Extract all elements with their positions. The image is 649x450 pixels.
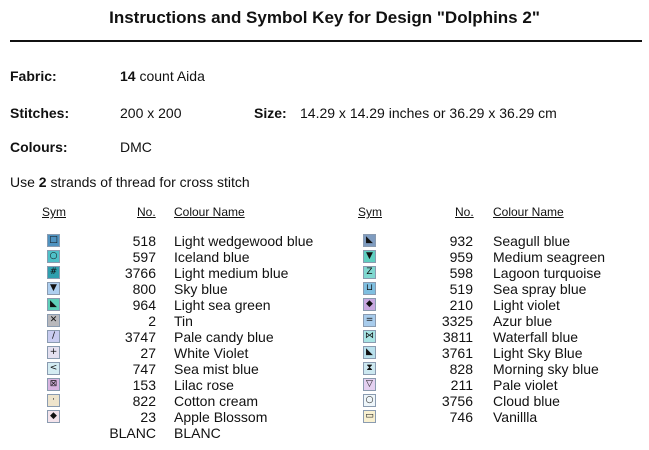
dmc-number: 964 [132,297,156,313]
corner-l-icon-symbol-icon: ◣ [363,234,376,247]
dmc-number: 519 [449,281,473,297]
plus-icon-symbol-icon: + [47,346,60,359]
colour-name: Sky blue [174,281,228,297]
dmc-number: 3811 [442,329,473,345]
colour-name: Cotton cream [174,393,259,409]
dmc-number: 211 [450,377,473,393]
dmc-number: 210 [449,297,473,313]
colour-name: Lilac rose [174,377,234,393]
key-row [0,233,649,249]
key-row [0,281,649,297]
strand-count: 2 [38,174,47,190]
dmc-number: 3756 [441,393,473,409]
colour-name: BLANC [174,425,221,441]
equals-icon-symbol-icon: = [363,314,376,327]
diamond-icon-symbol-icon: ◆ [363,298,376,311]
triangle-down-outline-symbol-icon: ▽ [363,378,376,391]
dmc-number: 23 [140,409,156,425]
boxed-z-icon-symbol-icon: ⊠ [47,378,60,391]
size-value: 14.29 x 14.29 inches or 36.29 x 36.29 cm [300,105,557,121]
stitches-label: Stitches: [10,105,70,121]
hash-icon-symbol-icon: # [47,266,60,279]
colour-name: Pale violet [493,377,558,393]
z-icon-symbol-icon: Z [363,266,376,279]
key-row [0,329,649,345]
dmc-number: 27 [140,345,156,361]
right-no-header: No. [455,205,474,219]
instructions-suffix: strands of thread for cross stitch [46,174,250,190]
colour-name: Iceland blue [174,249,250,265]
dmc-number: 153 [132,377,156,393]
key-row [0,393,649,409]
dmc-number: 3761 [441,345,473,361]
dmc-number: 800 [132,281,156,297]
instructions-prefix: Use [10,174,39,190]
colour-name: Light violet [493,297,560,313]
key-row [0,249,649,265]
colour-name: Light Sky Blue [493,345,583,361]
dmc-number: 828 [449,361,473,377]
colour-name: White Violet [174,345,249,361]
colour-name: Light sea green [174,297,271,313]
dmc-number: 747 [132,361,156,377]
triangle-down-symbol-icon: ▼ [47,282,60,295]
key-row [0,409,649,425]
colour-name: Pale candy blue [174,329,274,345]
key-row [0,425,649,441]
fabric-value [120,68,205,84]
triangle-corner-symbol-icon: ◣ [47,298,60,311]
colour-name: Cloud blue [493,393,560,409]
dmc-number: 518 [132,233,156,249]
dmc-number: BLANC [109,425,156,441]
colour-name: Waterfall blue [493,329,579,345]
left-name-header: Colour Name [174,205,245,219]
colour-name: Tin [174,313,193,329]
colour-name: Lagoon turquoise [493,265,602,281]
hourglass-icon-symbol-icon: ⧗ [363,362,376,375]
fabric-label: Fabric: [10,68,57,84]
colour-name: Light wedgewood blue [174,233,314,249]
size-label: Size: [254,105,287,121]
left-no-header: No. [137,205,156,219]
thread-instructions [10,174,250,190]
square-outline-symbol-icon: □ [47,234,60,247]
key-row [0,361,649,377]
right-sym-header: Sym [358,205,382,219]
page-title: Instructions and Symbol Key for Design "Dolphins 2" [109,8,540,27]
colours-label: Colours: [10,139,68,155]
dmc-number: 822 [132,393,156,409]
bowtie-icon-symbol-icon: ⋈ [365,331,374,341]
key-row [0,345,649,361]
fabric-type: count Aida [135,68,205,84]
right-name-header: Colour Name [493,205,564,219]
dmc-number: 959 [449,249,473,265]
dmc-number: 2 [148,313,156,329]
dmc-number: 3325 [441,313,473,329]
colour-name: Seagull blue [493,233,571,249]
colour-name: Medium seagreen [493,249,606,265]
slash-icon-symbol-icon: / [47,330,60,343]
key-row [0,377,649,393]
stitches-value: 200 x 200 [120,105,182,121]
x-icon-symbol-icon: ✕ [47,314,60,327]
fabric-count: 14 [120,68,136,84]
colour-name: Azur blue [493,313,553,329]
colour-name: Sea spray blue [493,281,587,297]
dmc-number: 598 [449,265,473,281]
colour-name: Morning sky blue [493,361,599,377]
key-row [0,313,649,329]
left-sym-header: Sym [42,205,66,219]
dmc-number: 3747 [124,329,156,345]
key-row [0,265,649,281]
colour-name: Sea mist blue [174,361,259,377]
triangle-corner-symbol-icon: ◣ [363,346,376,359]
colour-name: Vanillla [493,409,538,425]
dmc-number: 746 [449,409,473,425]
u-box-icon-symbol-icon: ⊔ [363,282,376,295]
dot-icon-symbol-icon: · [47,394,60,407]
title-divider [10,40,642,42]
colour-name: Apple Blossom [174,409,268,425]
dmc-number: 597 [132,249,156,265]
rect-outline-symbol-icon: ▭ [363,410,376,423]
colours-value: DMC [120,139,152,155]
key-row [0,297,649,313]
circle-outline-symbol-icon: ○ [47,250,60,263]
dmc-number: 932 [449,233,473,249]
circle-outline-symbol-icon: ○ [363,394,376,407]
less-than-icon-symbol-icon: < [47,362,60,375]
diamond-icon-symbol-icon: ◆ [47,410,60,423]
triangle-down-symbol-icon: ▼ [363,250,376,263]
colour-name: Light medium blue [174,265,289,281]
dmc-number: 3766 [124,265,156,281]
